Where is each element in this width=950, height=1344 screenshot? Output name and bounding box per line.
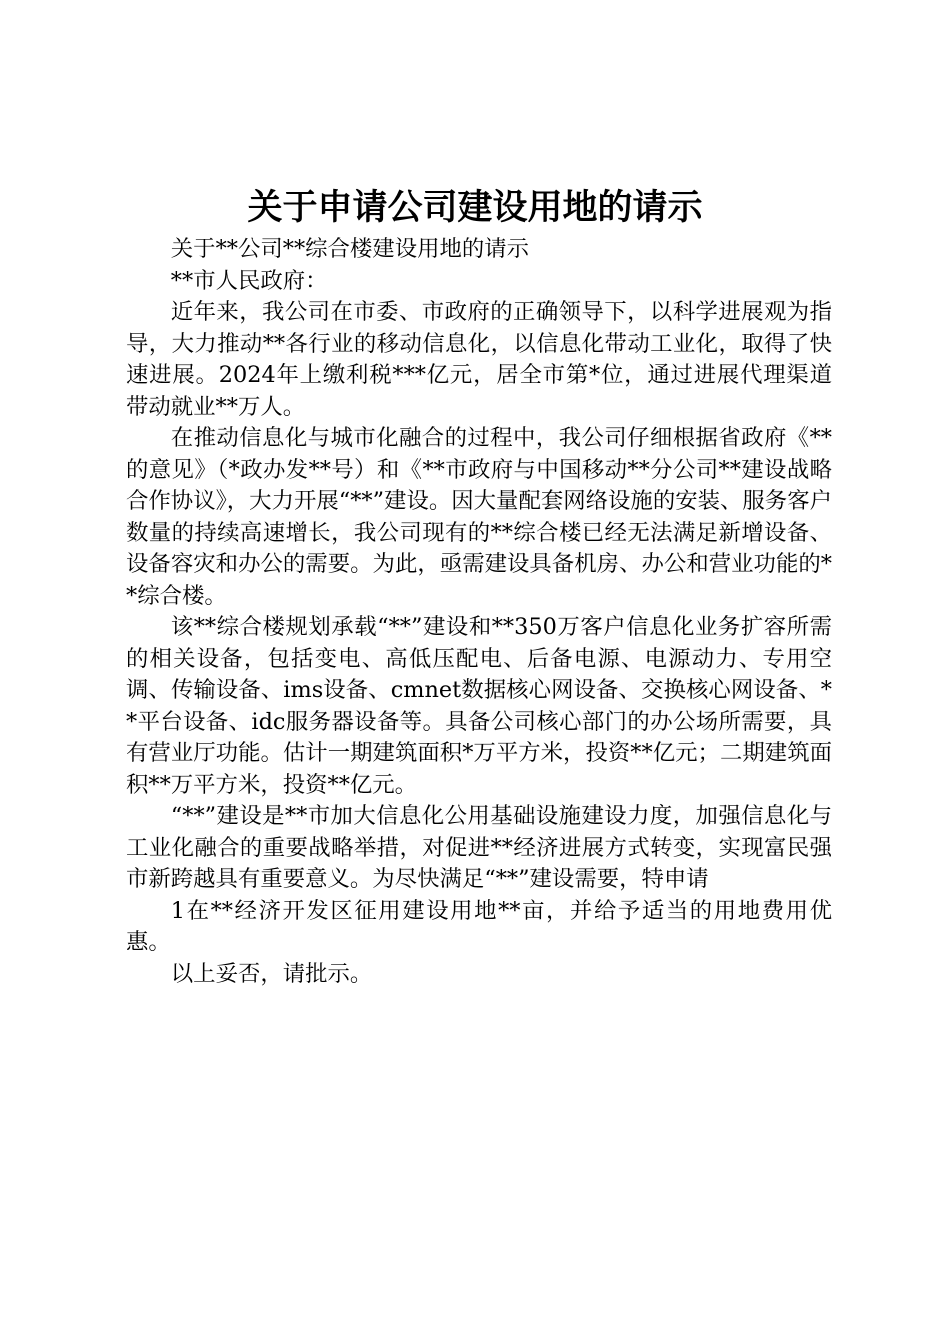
paragraph-background: 近年来，我公司在市委、市政府的正确领导下，以科学进展观为指导，大力推动**各行业的移动信息化，以信息化带动工业化，取得了快速进展。2024年上缴利税***亿元，居全市第*位，通过进展代理渠道带动就业**万人。 bbox=[126, 299, 832, 420]
paragraph-significance: “**”建设是**市加大信息化公用基础设施建设力度，加强信息化与工业化融合的重要战略举措，对促进**经济进展方式转变，实现富民强市新跨越具有重要意义。为尽快满足“**”建设需要，特申请 bbox=[126, 803, 832, 892]
paragraph-closing: 以上妥否，请批示。 bbox=[170, 960, 373, 987]
document-subtitle: 关于**公司**综合楼建设用地的请示 bbox=[170, 236, 530, 262]
addressee: **市人民政府： bbox=[170, 267, 328, 294]
paragraph-plan: 该**综合楼规划承载“**”建设和**350万客户信息化业务扩容所需的相关设备，包括变电、高低压配电、后备电源、电源动力、专用空调、传输设备、ims设备、cmnet数据核心网设备、交换核心网设备、**平台设备、idc服务器设备等。具备公司核心部门的办公场所需要，具有营业厅功能。估计一期建筑面积*万平方米，投资**亿元；二期建筑面积**万平方米，投资**亿元。 bbox=[126, 614, 832, 798]
paragraph-request: 1在**经济开发区征用建设用地**亩，并给予适当的用地费用优惠。 bbox=[126, 897, 832, 955]
document-body bbox=[126, 234, 832, 990]
document-title: 关于申请公司建设用地的请示 bbox=[247, 188, 703, 228]
paragraph-need: 在推动信息化与城市化融合的过程中，我公司仔细根据省政府《**的意见》（*政办发**号）和《**市政府与中国移动**分公司**建设战略合作协议》，大力开展“**”建设。因大量配套网络设施的安装、服务客户数量的持续高速增长，我公司现有的**综合楼已经无法满足新增设备、设备容灾和办公的需要。为此，亟需建设具备机房、办公和营业功能的**综合楼。 bbox=[126, 425, 832, 609]
